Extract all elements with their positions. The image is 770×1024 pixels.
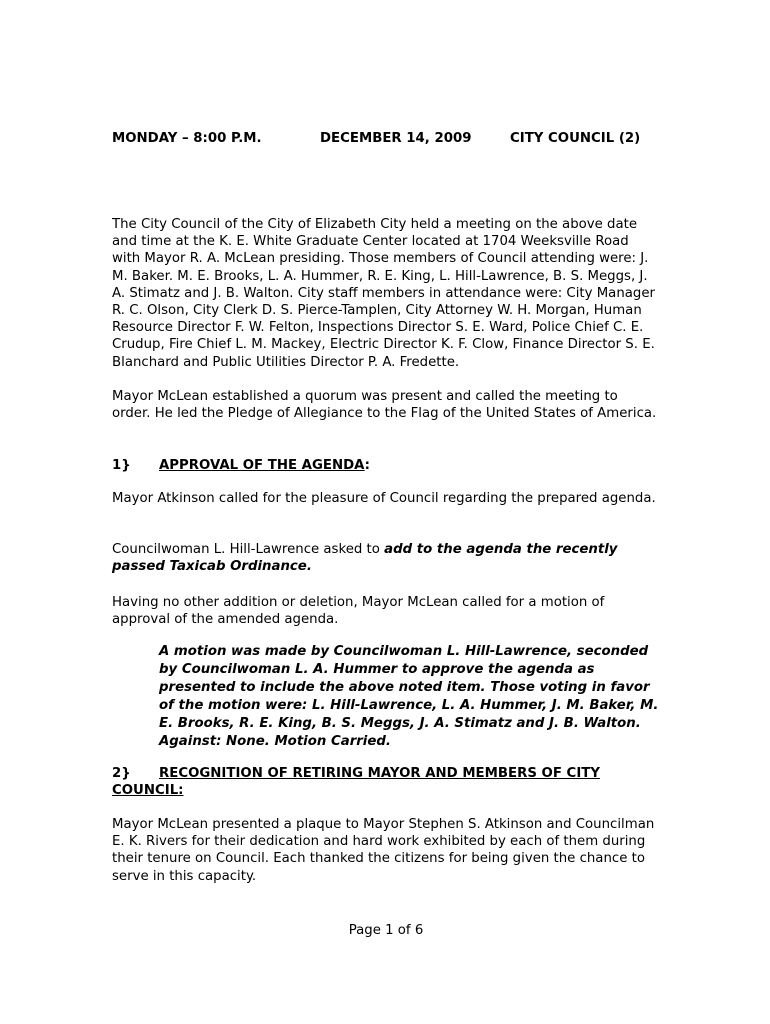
section-1-number: 1} (112, 458, 131, 473)
pleasure-text: Mayor Atkinson called for the pleasure of Council regarding the prepared agenda. (112, 491, 656, 506)
no-other-text: Having no other addition or deletion, Mayor McLean called for a motion of approval of the amended agenda. (112, 595, 605, 628)
section-2-title: RECOGNITION OF RETIRING MAYOR AND MEMBERS OF CITY COUNCIL: (112, 766, 600, 799)
intro-paragraph (112, 216, 660, 371)
motion-paragraph (159, 643, 659, 750)
quorum-paragraph (112, 388, 660, 422)
hill-lawrence-paragraph (112, 541, 660, 575)
hill-lawrence-text: Councilwoman L. Hill-Lawrence asked to (112, 542, 385, 557)
no-other-paragraph (112, 594, 660, 628)
plaque-text: Mayor McLean presented a plaque to Mayor Stephen S. Atkinson and Councilman E. K. Rivers for their dedication and hard work exhibited by each of them during their tenure on Council. Each thanked the citizens for being given the chance to serve in this capacity. (112, 817, 655, 884)
quorum-text: Mayor McLean established a quorum was present and called the meeting to order. He led the Pledge of Allegiance to the Flag of the United States of America. (112, 389, 657, 422)
section-2-number: 2} (112, 766, 131, 781)
hill-lawrence-emphasis: add to the agenda the recently passed Taxicab Ordinance. (112, 542, 618, 575)
intro-text: The City Council of the City of Elizabeth City held a meeting on the above date and time at the K. E. White Graduate Center located at 1704 Weeksville Road with Mayor R. A. McLean presiding. Those members of Council attending were: J. M. Baker. M. E. Brooks, L. A. Hummer, R. E. King, L. Hill-Lawrence, B. S. Meggs, J. A. Stimatz and J. B. Walton. City staff members in attendance were: City Manager R. C. Olson, City Clerk D. S. Pierce-Tamplen, City Attorney W. H. Morgan, Human Resource Director F. W. Felton, Inspections Director S. E. Ward, Police Chief C. E. Crudup, Fire Chief L. M. Mackey, Electric Director K. F. Clow, Finance Director S. E. Blanchard and Public Utilities Director P. A. Fredette. (112, 217, 655, 370)
pleasure-paragraph (112, 490, 660, 507)
header-body: CITY COUNCIL (2) (510, 131, 641, 146)
section-2-heading (112, 765, 660, 799)
header-date: DECEMBER 14, 2009 (320, 131, 472, 146)
page-number: Page 1 of 6 (348, 923, 424, 938)
section-1-heading (112, 457, 660, 474)
motion-text: A motion was made by Councilwoman L. Hill-Lawrence, seconded by Councilwoman L. A. Hummer to approve the agenda as presented to include the above noted item. Those voting in favor of the motion were: L. Hill-Lawrence, L. A. Hummer, J. M. Baker, M. E. Brooks, R. E. King, B. S. Meggs, J. A. Stimatz and J. B. Walton. Against: None. Motion Carried. (159, 644, 659, 749)
document-page (112, 0, 660, 1024)
header-day-time: MONDAY – 8:00 P.M. (112, 131, 262, 146)
plaque-paragraph (112, 816, 660, 885)
section-1-title: APPROVAL OF THE AGENDA (159, 458, 365, 473)
section-1-colon: : (364, 458, 370, 473)
